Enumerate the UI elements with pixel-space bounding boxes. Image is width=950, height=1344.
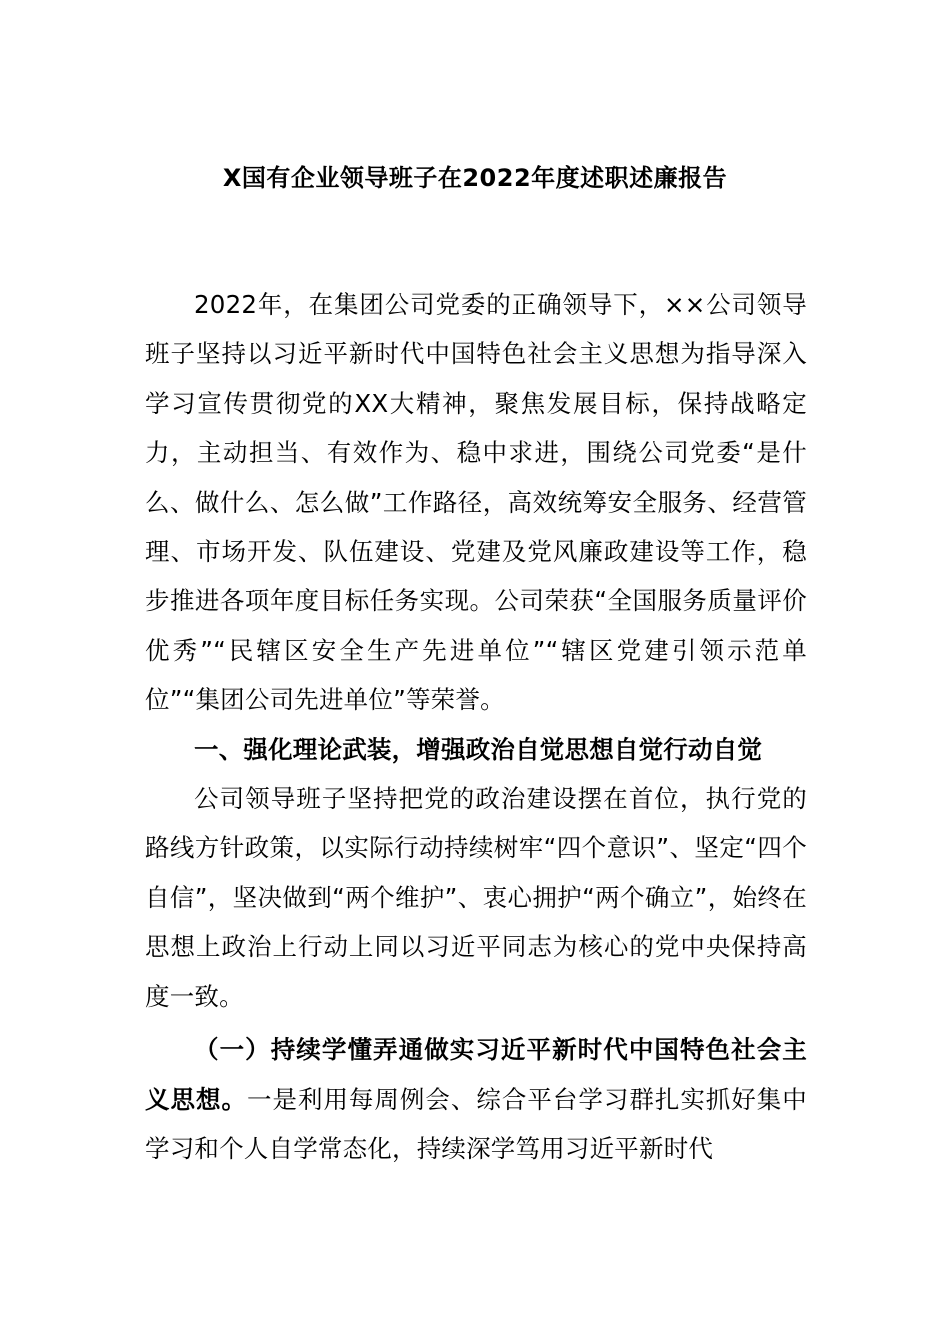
section-1-paragraph: 公司领导班子坚持把党的政治建设摆在首位，执行党的路线方针政策，以实际行动持续树牢“四个意识”、坚定“四个自信”，坚决做到“两个维护”、衷心拥护“两个确立”，始终在思想上政治上行动上同以习近平同志为核心的党中央保持高度一致。 [145,784,807,1011]
intro-paragraph: 2022年，在集团公司党委的正确领导下，××公司领导班子坚持以习近平新时代中国特色社会主义思想为指导深入学习宣传贯彻党的XX大精神，聚焦发展目标，保持战略定力，主动担当、有效作为、稳中求进，围绕公司党委“是什么、做什么、怎么做”工作路径，高效统筹安全服务、经营管理、市场开发、队伍建设、党建及党风廉政建设等工作，稳步推进各项年度目标任务实现。公司荣获“全国服务质量评价优秀”“民辖区安全生产先进单位”“辖区党建引领示范单位”“集团公司先进单位”等荣誉。 [145,290,807,715]
subsection-1-heading: （一）持续学懂弄通做实习近平新时代中国特色社会主义思想。 [145,1035,807,1114]
document-body [145,280,807,1173]
subsection-1-text: 一是利用每周例会、综合平台学习群扎实抓好集中学习和个人自学常态化，持续深学笃用习近平新时代 [145,1084,807,1163]
document-title: X国有企业领导班子在2022年度述职述廉报告 [222,164,728,192]
section-1-heading: 一、强化理论武装，增强政治自觉思想自觉行动自觉 [194,734,763,764]
subsection-1-paragraph [145,1025,807,1173]
